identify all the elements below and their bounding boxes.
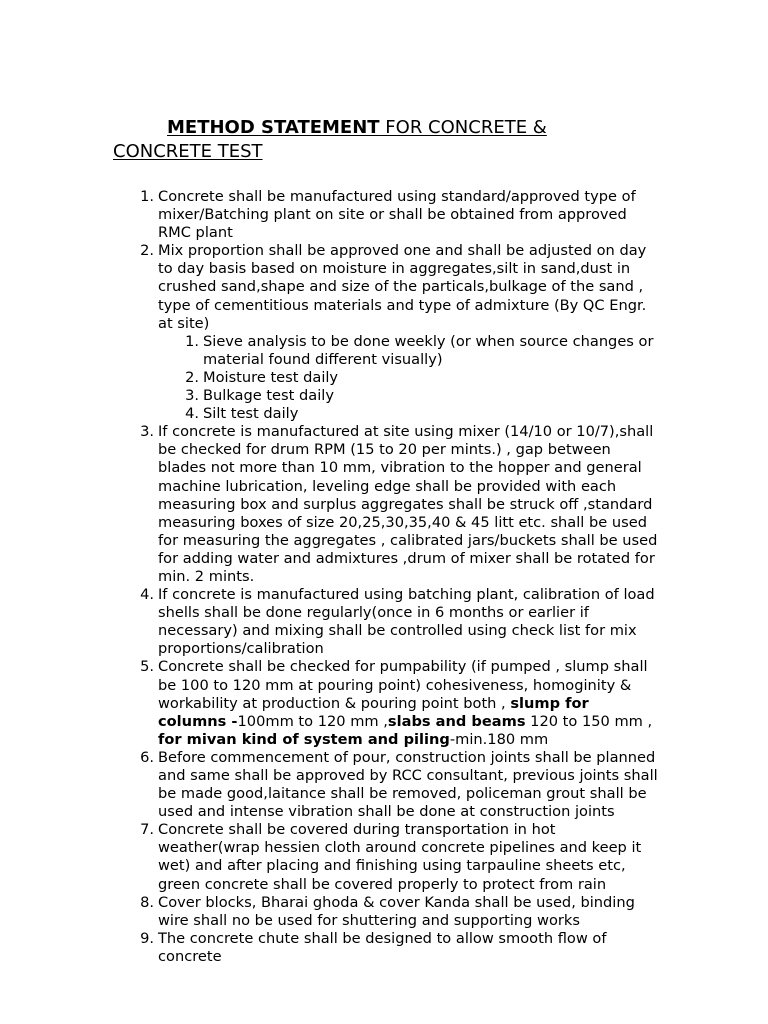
list-item [140, 929, 658, 966]
sublist-number: 1. [185, 332, 199, 350]
test-sublist [158, 333, 658, 423]
list-number: 1. [140, 188, 154, 205]
sublist-item-text: Moisture test daily [203, 368, 339, 386]
document-title [113, 116, 633, 164]
list-item [140, 821, 658, 893]
method-list [140, 188, 658, 966]
title-bold: METHOD STATEMENT [167, 117, 380, 138]
list-item-text: If concrete is manufactured using batching plant, calibration of load shells shall be done regularly(once in 6 months or earlier if necessary) and mixing shall be controlled using check list for mix proportions/calibration [158, 586, 655, 658]
list-number: 6. [140, 748, 154, 766]
sublist-item-text: Sieve analysis to be done weekly (or when source changes or material found different visually) [203, 332, 654, 368]
sublist-number: 3. [185, 387, 199, 405]
list-item [140, 423, 658, 586]
list-item-text-d: -min.180 mm [449, 730, 549, 748]
list-number: 5. [140, 658, 154, 676]
list-number: 3. [140, 423, 154, 441]
sublist-item-text: Silt test daily [203, 405, 299, 423]
list-number: 9. [140, 929, 154, 947]
sublist-item [185, 332, 658, 369]
title-rest: FOR CONCRETE & [379, 117, 547, 138]
sublist-item [185, 387, 658, 405]
list-item-text: Concrete shall be covered during transportation in hot weather(wrap hessien cloth around concrete pipelines and keep it wet) and after placing and finishing using tarpauline sheets etc, green concrete shall be covered properly to protect from rain [158, 821, 642, 893]
list-number: 8. [140, 893, 154, 911]
mivan-piling-bold: for mivan kind of system and piling [158, 730, 450, 748]
list-item-text: Before commencement of pour, construction joints shall be planned and same shall be approved by RCC consultant, previous joints shall be made good,laitance shall be removed, policeman grout shall be used and intense vibration shall be done at construction joints [158, 748, 658, 821]
list-item-text: Concrete shall be manufactured using standard/approved type of mixer/Batching plant on site or shall be obtained from approved RMC plant [158, 188, 636, 242]
sublist-item-text: Bulkage test daily [203, 387, 334, 405]
list-item [140, 242, 658, 423]
sublist-number: 2. [185, 368, 199, 386]
list-item-text-a: Concrete shall be checked for pumpability (if pumped , slump shall be 100 to 120 mm at pouring point) cohesiveness, homoginity & workability at production & pouring point both , [158, 658, 648, 712]
list-item-text: The concrete chute shall be designed to allow smooth flow of concrete [158, 929, 607, 965]
list-item [140, 188, 658, 242]
slabs-beams-bold: slabs and beams [387, 712, 526, 730]
list-item-text-b: 100mm to 120 mm , [237, 712, 388, 730]
list-number: 7. [140, 821, 154, 839]
slump-columns-bold: slump for columns - [158, 694, 589, 730]
list-number: 4. [140, 586, 154, 604]
list-item-text: Cover blocks, Bharai ghoda & cover Kanda shall be used, binding wire shall no be used for shuttering and supporting works [158, 893, 635, 929]
list-item-text: Mix proportion shall be approved one and shall be adjusted on day to day basis based on moisture in aggregates,silt in sand,dust in crushed sand,shape and size of the particals,bulkage of the sand , type of cementitious materials and type of admixture (By QC Engr. at site) [158, 242, 647, 332]
list-item-text: If concrete is manufactured at site using mixer (14/10 or 10/7),shall be checked for drum RPM (15 to 20 per mints.) , gap between blades not more than 10 mm, vibration to the hopper and general machine lubrication, leveling edge shall be provided with each measuring box and surplus aggregates shall be struck off ,standard measuring boxes of size 20,25,30,35,40 & 45 litt etc. shall be used for measuring the aggregates , calibrated jars/buckets shall be used for adding water and admixtures ,drum of mixer shall be rotated for min. 2 mints. [158, 423, 658, 585]
list-item [140, 658, 658, 748]
sublist-item [185, 368, 658, 387]
title-line2: CONCRETE TEST [113, 141, 263, 162]
list-item [140, 893, 658, 930]
sublist-item [185, 405, 658, 423]
list-item [140, 748, 658, 821]
list-item-text-c: 120 to 150 mm , [525, 712, 653, 730]
list-item [140, 586, 658, 658]
sublist-number: 4. [185, 405, 199, 423]
list-number: 2. [140, 242, 154, 260]
